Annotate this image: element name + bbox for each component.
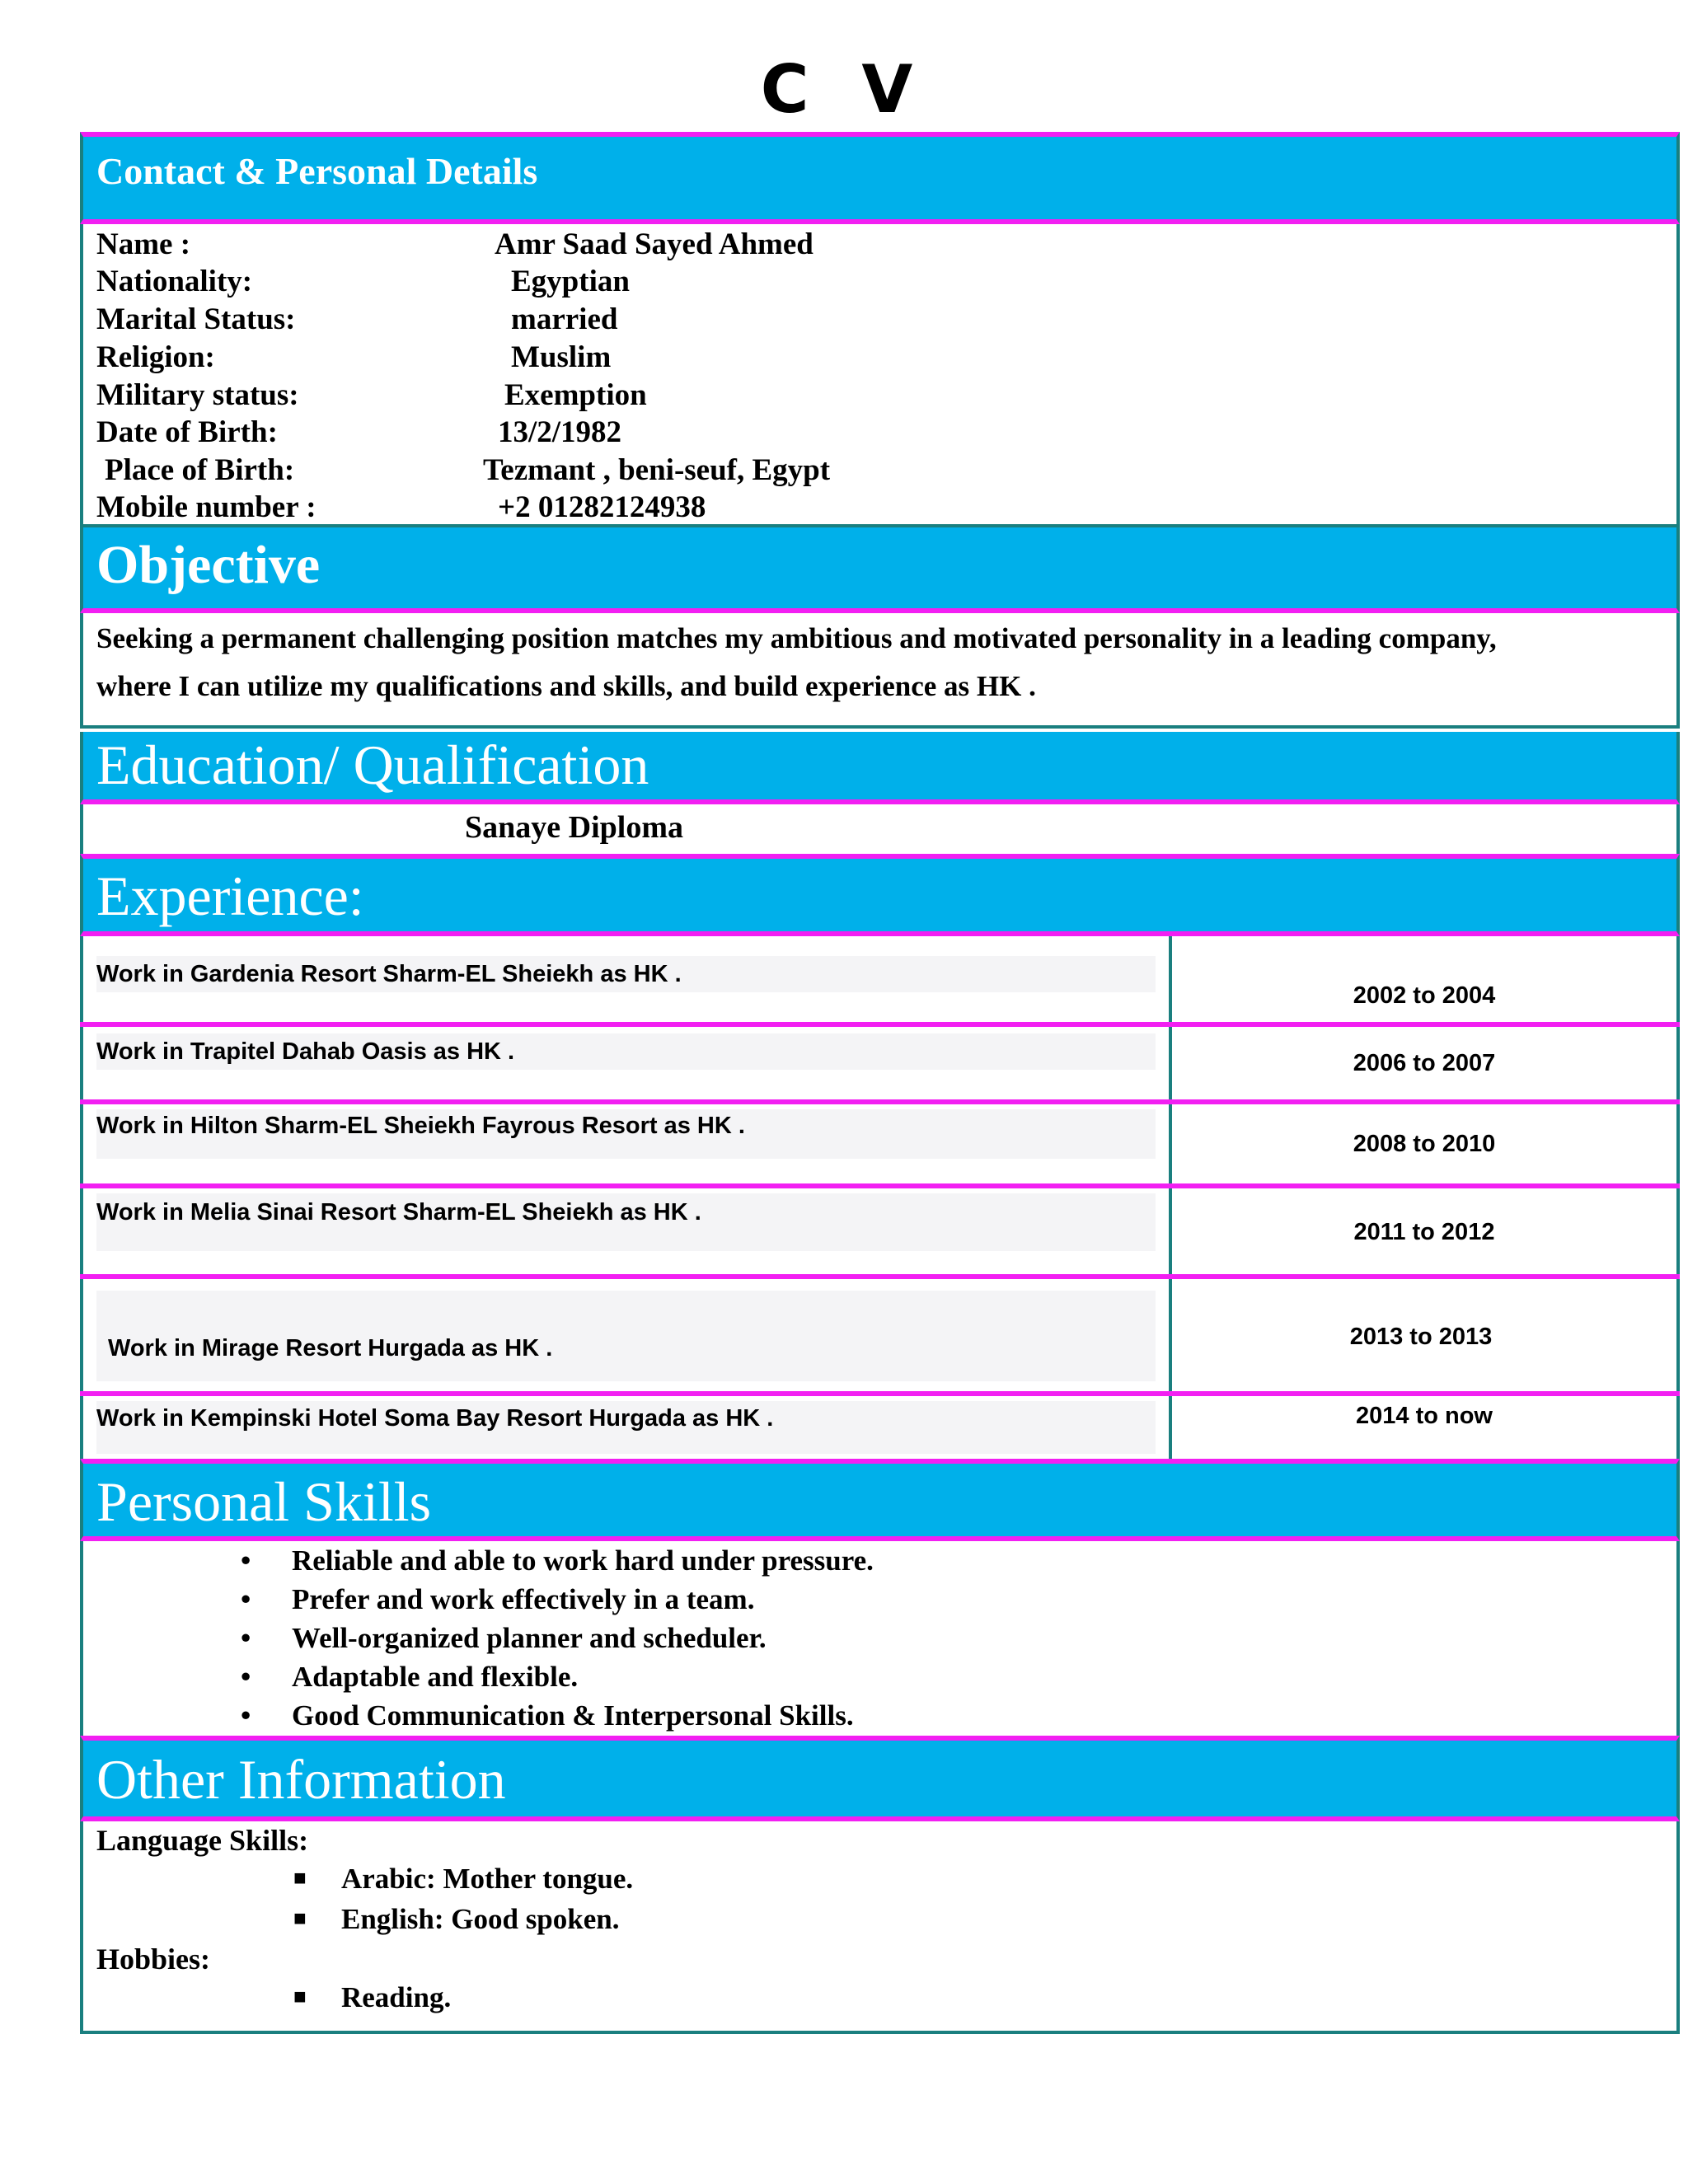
skill-text: Prefer and work effectively in a team. (292, 1583, 755, 1615)
nationality-label: Nationality: (96, 265, 253, 298)
marital-status-value: married (511, 302, 618, 336)
place-of-birth-label: Place of Birth: (105, 453, 295, 487)
experience-dates: 2002 to 2004 (1353, 982, 1496, 1009)
skill-text: Adaptable and flexible. (292, 1661, 579, 1693)
place-of-birth-value: Tezmant , beni-seuf, Egypt (483, 453, 831, 487)
date-of-birth-value: 13/2/1982 (498, 415, 622, 449)
square-bullet-icon: ■ (293, 1866, 307, 1890)
experience-item: Work in Gardenia Resort Sharm-EL Sheiekh as HK . (96, 956, 1156, 992)
experience-dates: 2013 to 2013 (1349, 1324, 1493, 1350)
page-title: C V (760, 51, 928, 128)
religion-label: Religion: (96, 340, 215, 374)
skill-text: Good Communication & Interpersonal Skills. (292, 1699, 854, 1732)
experience-dates: 2008 to 2010 (1353, 1131, 1496, 1157)
other-info-heading: Other Information (80, 1736, 1680, 1821)
education-value: Sanaye Diploma (465, 810, 683, 845)
experience-dates: 2006 to 2007 (1353, 1050, 1496, 1076)
other-info-section (80, 1821, 1680, 2034)
mobile-number-label: Mobile number : (96, 490, 316, 524)
experience-dates: 2011 to 2012 (1353, 1219, 1495, 1245)
bullet-icon: • (241, 1661, 251, 1693)
education-heading: Education/ Qualification (80, 732, 1680, 804)
experience-item: Work in Kempinski Hotel Soma Bay Resort Hurgada as HK . (96, 1401, 1156, 1454)
experience-row-divider (80, 1274, 1680, 1279)
language-skills-label: Language Skills: (96, 1824, 309, 1857)
language-text: English: Good spoken. (341, 1903, 620, 1935)
military-status-value: Exemption (504, 378, 647, 412)
bullet-icon: • (241, 1622, 251, 1654)
objective-text: Seeking a permanent challenging position matches my ambitious and motivated personality in a leading company, where I can utilize my qualifications and skills, and build experience as HK . (96, 622, 1497, 702)
skills-heading: Personal Skills (80, 1459, 1680, 1541)
hobby-text: Reading. (341, 1981, 452, 2013)
name-label: Name : (96, 227, 191, 261)
bullet-icon: • (241, 1699, 251, 1732)
religion-value: Muslim (511, 340, 612, 374)
experience-column-divider (1169, 936, 1172, 1464)
name-value: Amr Saad Sayed Ahmed (495, 227, 814, 261)
marital-status-label: Marital Status: (96, 302, 296, 336)
skill-text: Well-organized planner and scheduler. (292, 1622, 767, 1654)
experience-row-divider (80, 1183, 1680, 1188)
experience-item: Work in Hilton Sharm-EL Sheiekh Fayrous Resort as HK . (96, 1109, 1156, 1159)
bullet-icon: • (241, 1583, 251, 1615)
experience-item: Work in Trapitel Dahab Oasis as HK . (96, 1033, 1156, 1070)
experience-dates: 2014 to now (1356, 1403, 1493, 1429)
bullet-icon: • (241, 1544, 251, 1577)
education-section (80, 804, 1680, 857)
skill-text: Reliable and able to work hard under pressure. (292, 1544, 874, 1577)
experience-row-divider (80, 1099, 1680, 1104)
date-of-birth-label: Date of Birth: (96, 415, 278, 449)
mobile-number-value: +2 01282124938 (498, 490, 706, 524)
nationality-value: Egyptian (511, 265, 630, 298)
square-bullet-icon: ■ (293, 1985, 307, 2008)
military-status-label: Military status: (96, 378, 299, 412)
experience-row-divider (80, 1391, 1680, 1396)
objective-heading: Objective (80, 527, 1680, 613)
hobbies-label: Hobbies: (96, 1943, 211, 1975)
square-bullet-icon: ■ (293, 1906, 307, 1930)
contact-heading: Contact & Personal Details (80, 132, 1680, 224)
language-text: Arabic: Mother tongue. (341, 1863, 634, 1895)
experience-row-divider (80, 1022, 1680, 1027)
experience-item: Work in Mirage Resort Hurgada as HK . (96, 1291, 1156, 1381)
contact-section (80, 224, 1680, 526)
experience-item: Work in Melia Sinai Resort Sharm-EL Sheiekh as HK . (96, 1193, 1156, 1251)
experience-heading: Experience: (80, 854, 1680, 936)
